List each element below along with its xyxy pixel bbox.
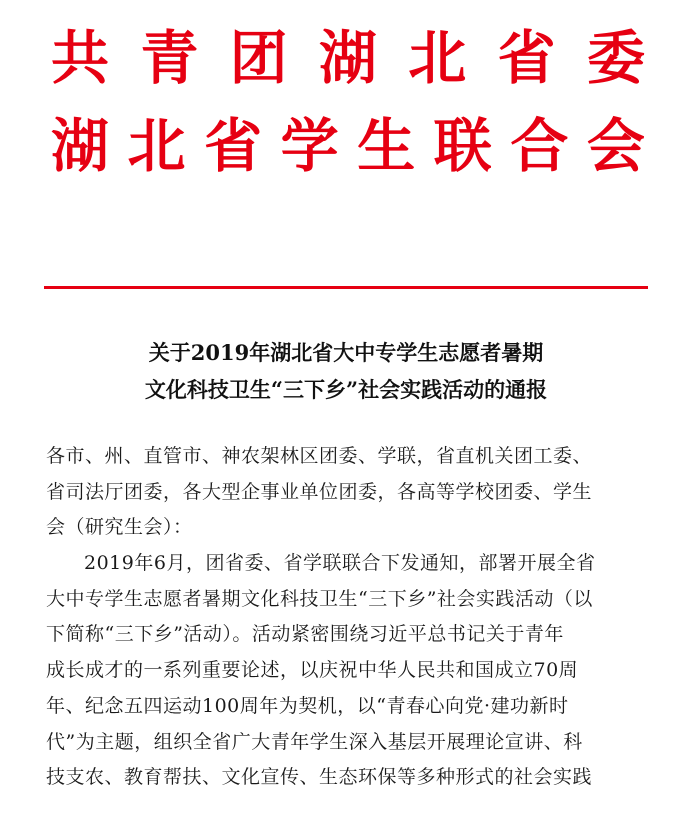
issuer-char: 北 [127,112,186,180]
issuer-char: 湖 [318,24,377,92]
addressee-line-3: 会（研究生会）： [46,516,193,538]
issuer-line-1 [48,20,648,96]
issuer-char: 共 [50,24,109,92]
issuer-char: 学 [280,112,339,180]
paragraph-line: 大中专学生志愿者暑期文化科技卫生“三下乡”社会实践活动（以 [46,588,593,610]
issuer-char: 生 [357,112,416,180]
issuer-char: 团 [229,24,288,92]
issuer-char: 合 [510,112,569,180]
paragraph-line: 年、纪念五四运动100周年为契机，以“青春心向党·建功新时 [46,695,569,717]
issuer-line-2 [48,108,648,184]
issuer-char: 委 [586,24,645,92]
paragraph-line: 技支农、教育帮扶、文化宣传、生态环保等多种形式的社会实践 [46,766,593,788]
document-title-line-1: 关于2019年湖北省大中专学生志愿者暑期 [148,340,544,365]
issuer-char: 省 [497,24,556,92]
document-title-line-2: 文化科技卫生“三下乡”社会实践活动的通报 [144,377,548,402]
issuer-char: 联 [433,112,492,180]
issuer-char: 北 [408,24,467,92]
addressee-line-1: 各市、州、直管市、神农架林区团委、学联，省直机关团工委、 [46,445,593,467]
issuer-char: 会 [586,112,645,180]
addressee-line-2: 省司法厅团委，各大型企事业单位团委，各高等学校团委、学生 [46,481,593,503]
paragraph-line: 成长成才的一系列重要论述，以庆祝中华人民共和国成立70周 [46,659,579,681]
paragraph-line: 代”为主题，组织全省广大青年学生深入基层开展理论宣讲、科 [46,731,583,753]
red-divider [44,286,648,289]
issuer-char: 省 [204,112,263,180]
issuer-char: 青 [140,24,199,92]
paragraph-line: 2019年6月，团省委、省学联联合下发通知，部署开展全省 [84,552,596,574]
issuer-char: 湖 [50,112,109,180]
paragraph-line: 下简称“三下乡”活动）。活动紧密围绕习近平总书记关于青年 [46,623,564,645]
